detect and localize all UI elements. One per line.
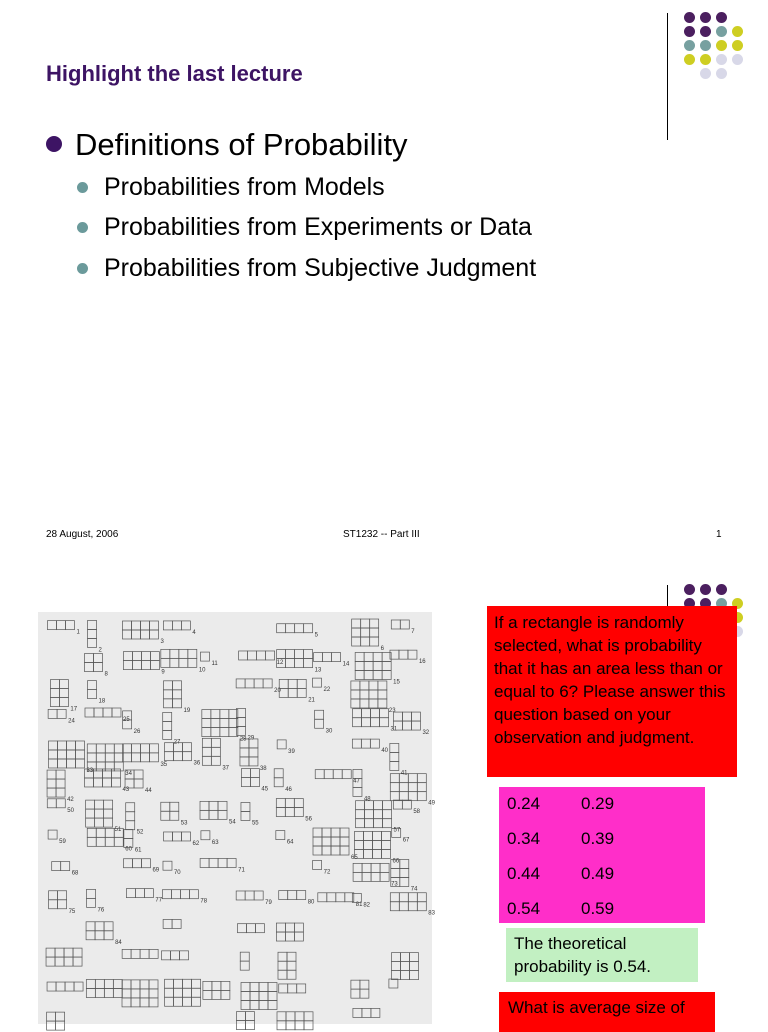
rectangle-number-label: 41	[400, 770, 408, 777]
rectangle-number-label: 23	[388, 707, 396, 714]
decorative-dot	[716, 40, 727, 51]
rectangle-number-label: 8	[104, 671, 108, 678]
rectangle-number-label: 4	[192, 629, 196, 636]
rectangle-number-label: 5	[314, 632, 319, 639]
rectangle-number-label: 84	[115, 939, 122, 946]
option-row	[507, 792, 705, 827]
rectangle-number-label: 22	[323, 687, 331, 694]
option-value: 0.44	[507, 864, 541, 883]
rectangle-number-label: 44	[145, 787, 152, 794]
rectangle-number-label: 64	[286, 839, 294, 846]
rectangle-number-label: 20	[274, 687, 281, 694]
rectangle-number-label: 18	[98, 698, 106, 705]
rectangle-number-label: 21	[308, 697, 315, 704]
decorative-dot	[700, 584, 711, 595]
rectangle-number-label: 17	[70, 706, 78, 713]
rectangle-number-label: 32	[422, 730, 430, 737]
decorative-dot	[684, 26, 695, 37]
rectangle-number-label: 45	[261, 786, 269, 793]
option-value: 0.59	[581, 899, 615, 918]
rectangle-number-label: 27	[173, 739, 181, 746]
rectangle-number-label: 39	[288, 748, 295, 755]
option-row	[507, 827, 705, 862]
footer-page-number: 1	[716, 529, 722, 540]
decorative-dot	[684, 54, 695, 65]
rectangle-number-label: 57	[393, 827, 401, 834]
sub-bullet-models: Probabilities from Models	[104, 173, 385, 201]
option-value: 0.54	[507, 899, 541, 918]
rectangle-number-label: 62	[192, 840, 200, 847]
rectangle-number-label: 11	[211, 661, 218, 668]
rectangle-number-label: 52	[136, 829, 144, 836]
decorative-dot	[700, 68, 711, 79]
rectangle-number-label: 78	[200, 898, 208, 905]
rectangle-number-label: 24	[68, 718, 75, 725]
option-value: 0.49	[581, 864, 615, 883]
rectangle-number-label: 59	[59, 839, 66, 846]
decorative-dot	[684, 584, 695, 595]
rectangle-number-label: 58	[413, 809, 421, 816]
sub-bullet-experiments: Probabilities from Experiments or Data	[104, 213, 532, 241]
decorative-dot	[700, 26, 711, 37]
rectangle-number-label: 54	[229, 819, 236, 826]
rectangle-number-label: 66	[392, 858, 400, 865]
option-value: 0.24	[507, 794, 541, 813]
rectangle-number-label: 63	[211, 839, 219, 846]
rectangle-number-label: 56	[305, 816, 312, 823]
decorative-dot	[700, 40, 711, 51]
rectangle-number-label: 40	[381, 748, 389, 755]
sub-bullet-judgment: Probabilities from Subjective Judgment	[104, 254, 537, 282]
option-value: 0.29	[581, 794, 615, 813]
rectangle-number-label: 74	[410, 886, 418, 893]
rectangle-number-label: 73	[391, 881, 398, 888]
rectangle-number-label: 71	[238, 867, 245, 874]
rectangle-number-label: 55	[251, 820, 259, 827]
rectangle-number-label: 50	[67, 807, 74, 814]
option-row	[507, 897, 705, 932]
divider-line	[667, 13, 668, 140]
rectangle-number-label: 19	[183, 707, 191, 714]
rectangle-number-label: 36	[193, 760, 201, 767]
answer-options-box	[499, 787, 705, 923]
rectangle-number-label: 9	[161, 669, 165, 676]
rectangle-number-label: 80	[307, 899, 315, 906]
rectangle-number-label: 14	[342, 661, 350, 668]
rectangle-number-label: 69	[152, 867, 160, 874]
answer-box: The theoretical probability is 0.54.	[506, 928, 698, 982]
decorative-dot	[732, 54, 743, 65]
rectangle-number-label: 72	[323, 869, 331, 876]
rectangle-number-label: 81	[355, 901, 363, 908]
rectangle-number-label: 68	[71, 870, 79, 877]
rectangle-number-label: 34	[125, 770, 132, 777]
rectangle-number-label: 75	[68, 908, 76, 915]
rectangle-number-label: 82	[363, 902, 371, 909]
footer-course: ST1232 -- Part III	[343, 529, 420, 540]
rectangle-number-label: 13	[314, 667, 322, 674]
rectangle-grid-scan-icon	[38, 612, 435, 1024]
rectangle-number-label: 38	[259, 765, 267, 772]
slide-2	[0, 572, 768, 1024]
rectangle-number-label: 83	[428, 910, 435, 917]
decorative-dot	[716, 584, 727, 595]
rectangle-number-label: 28	[239, 736, 247, 743]
option-value: 0.34	[507, 829, 541, 848]
rectangle-number-label: 61	[134, 847, 142, 854]
rectangle-number-label: 33	[86, 767, 94, 774]
rectangle-number-label: 67	[402, 837, 410, 844]
rectangle-number-label: 77	[155, 897, 163, 904]
rectangle-number-label: 26	[133, 728, 141, 735]
decorative-dot	[716, 12, 727, 23]
rectangle-number-label: 30	[325, 728, 333, 735]
rectangle-number-label: 42	[67, 797, 74, 804]
bullet-icon	[46, 136, 62, 152]
rectangle-number-label: 79	[265, 899, 272, 906]
rectangle-number-label: 51	[114, 827, 122, 834]
decorative-dot	[716, 54, 727, 65]
rectangle-number-label: 7	[411, 628, 415, 635]
rectangle-number-label: 15	[393, 679, 400, 686]
rectangle-number-label: 10	[198, 667, 206, 674]
decorative-dot	[700, 54, 711, 65]
rectangle-number-label: 47	[353, 778, 360, 785]
sub-bullet-icon	[77, 182, 88, 193]
rectangle-number-label: 35	[160, 761, 168, 768]
rectangle-number-label: 48	[363, 796, 371, 803]
sub-bullet-icon	[77, 222, 88, 233]
rectangle-number-label: 2	[98, 647, 102, 654]
rectangle-number-label: 12	[276, 659, 284, 666]
footer-date: 28 August, 2006	[46, 529, 119, 540]
rectangle-number-label: 25	[122, 717, 130, 724]
rectangle-number-label: 65	[351, 855, 358, 862]
decorative-dot	[716, 26, 727, 37]
rectangle-number-label: 29	[247, 735, 255, 742]
question-box: If a rectangle is randomly selected, what is probability that it has an area less than or equal to 6? Please answer this question based on your observation and judgment.	[487, 606, 737, 777]
slide-title: Highlight the last lecture	[46, 61, 303, 86]
decorative-dot	[684, 40, 695, 51]
rectangle-number-label: 49	[428, 800, 435, 807]
option-row	[507, 862, 705, 897]
bullet-main: Definitions of Probability	[75, 127, 408, 162]
rectangle-number-label: 37	[222, 765, 230, 772]
decorative-dot	[700, 12, 711, 23]
rectangle-number-label: 1	[76, 629, 80, 636]
rectangle-number-label: 16	[418, 659, 426, 666]
decorative-dot	[732, 40, 743, 51]
sub-bullet-icon	[77, 263, 88, 274]
decorative-dot	[732, 26, 743, 37]
rectangle-number-label: 43	[122, 786, 130, 793]
rectangle-number-label: 46	[285, 786, 292, 793]
rectangle-number-label: 53	[180, 820, 188, 827]
rectangle-number-label: 6	[380, 646, 385, 653]
rectangle-number-label: 76	[97, 907, 105, 914]
decorative-dot	[684, 12, 695, 23]
next-question-box: What is average size of	[499, 992, 715, 1032]
rectangle-number-label: 31	[390, 726, 398, 733]
option-value: 0.39	[581, 829, 615, 848]
decorative-dot	[716, 68, 727, 79]
rectangle-number-label: 60	[125, 846, 132, 853]
rectangle-number-label: 70	[173, 870, 181, 877]
rectangle-number-label: 3	[160, 638, 164, 645]
